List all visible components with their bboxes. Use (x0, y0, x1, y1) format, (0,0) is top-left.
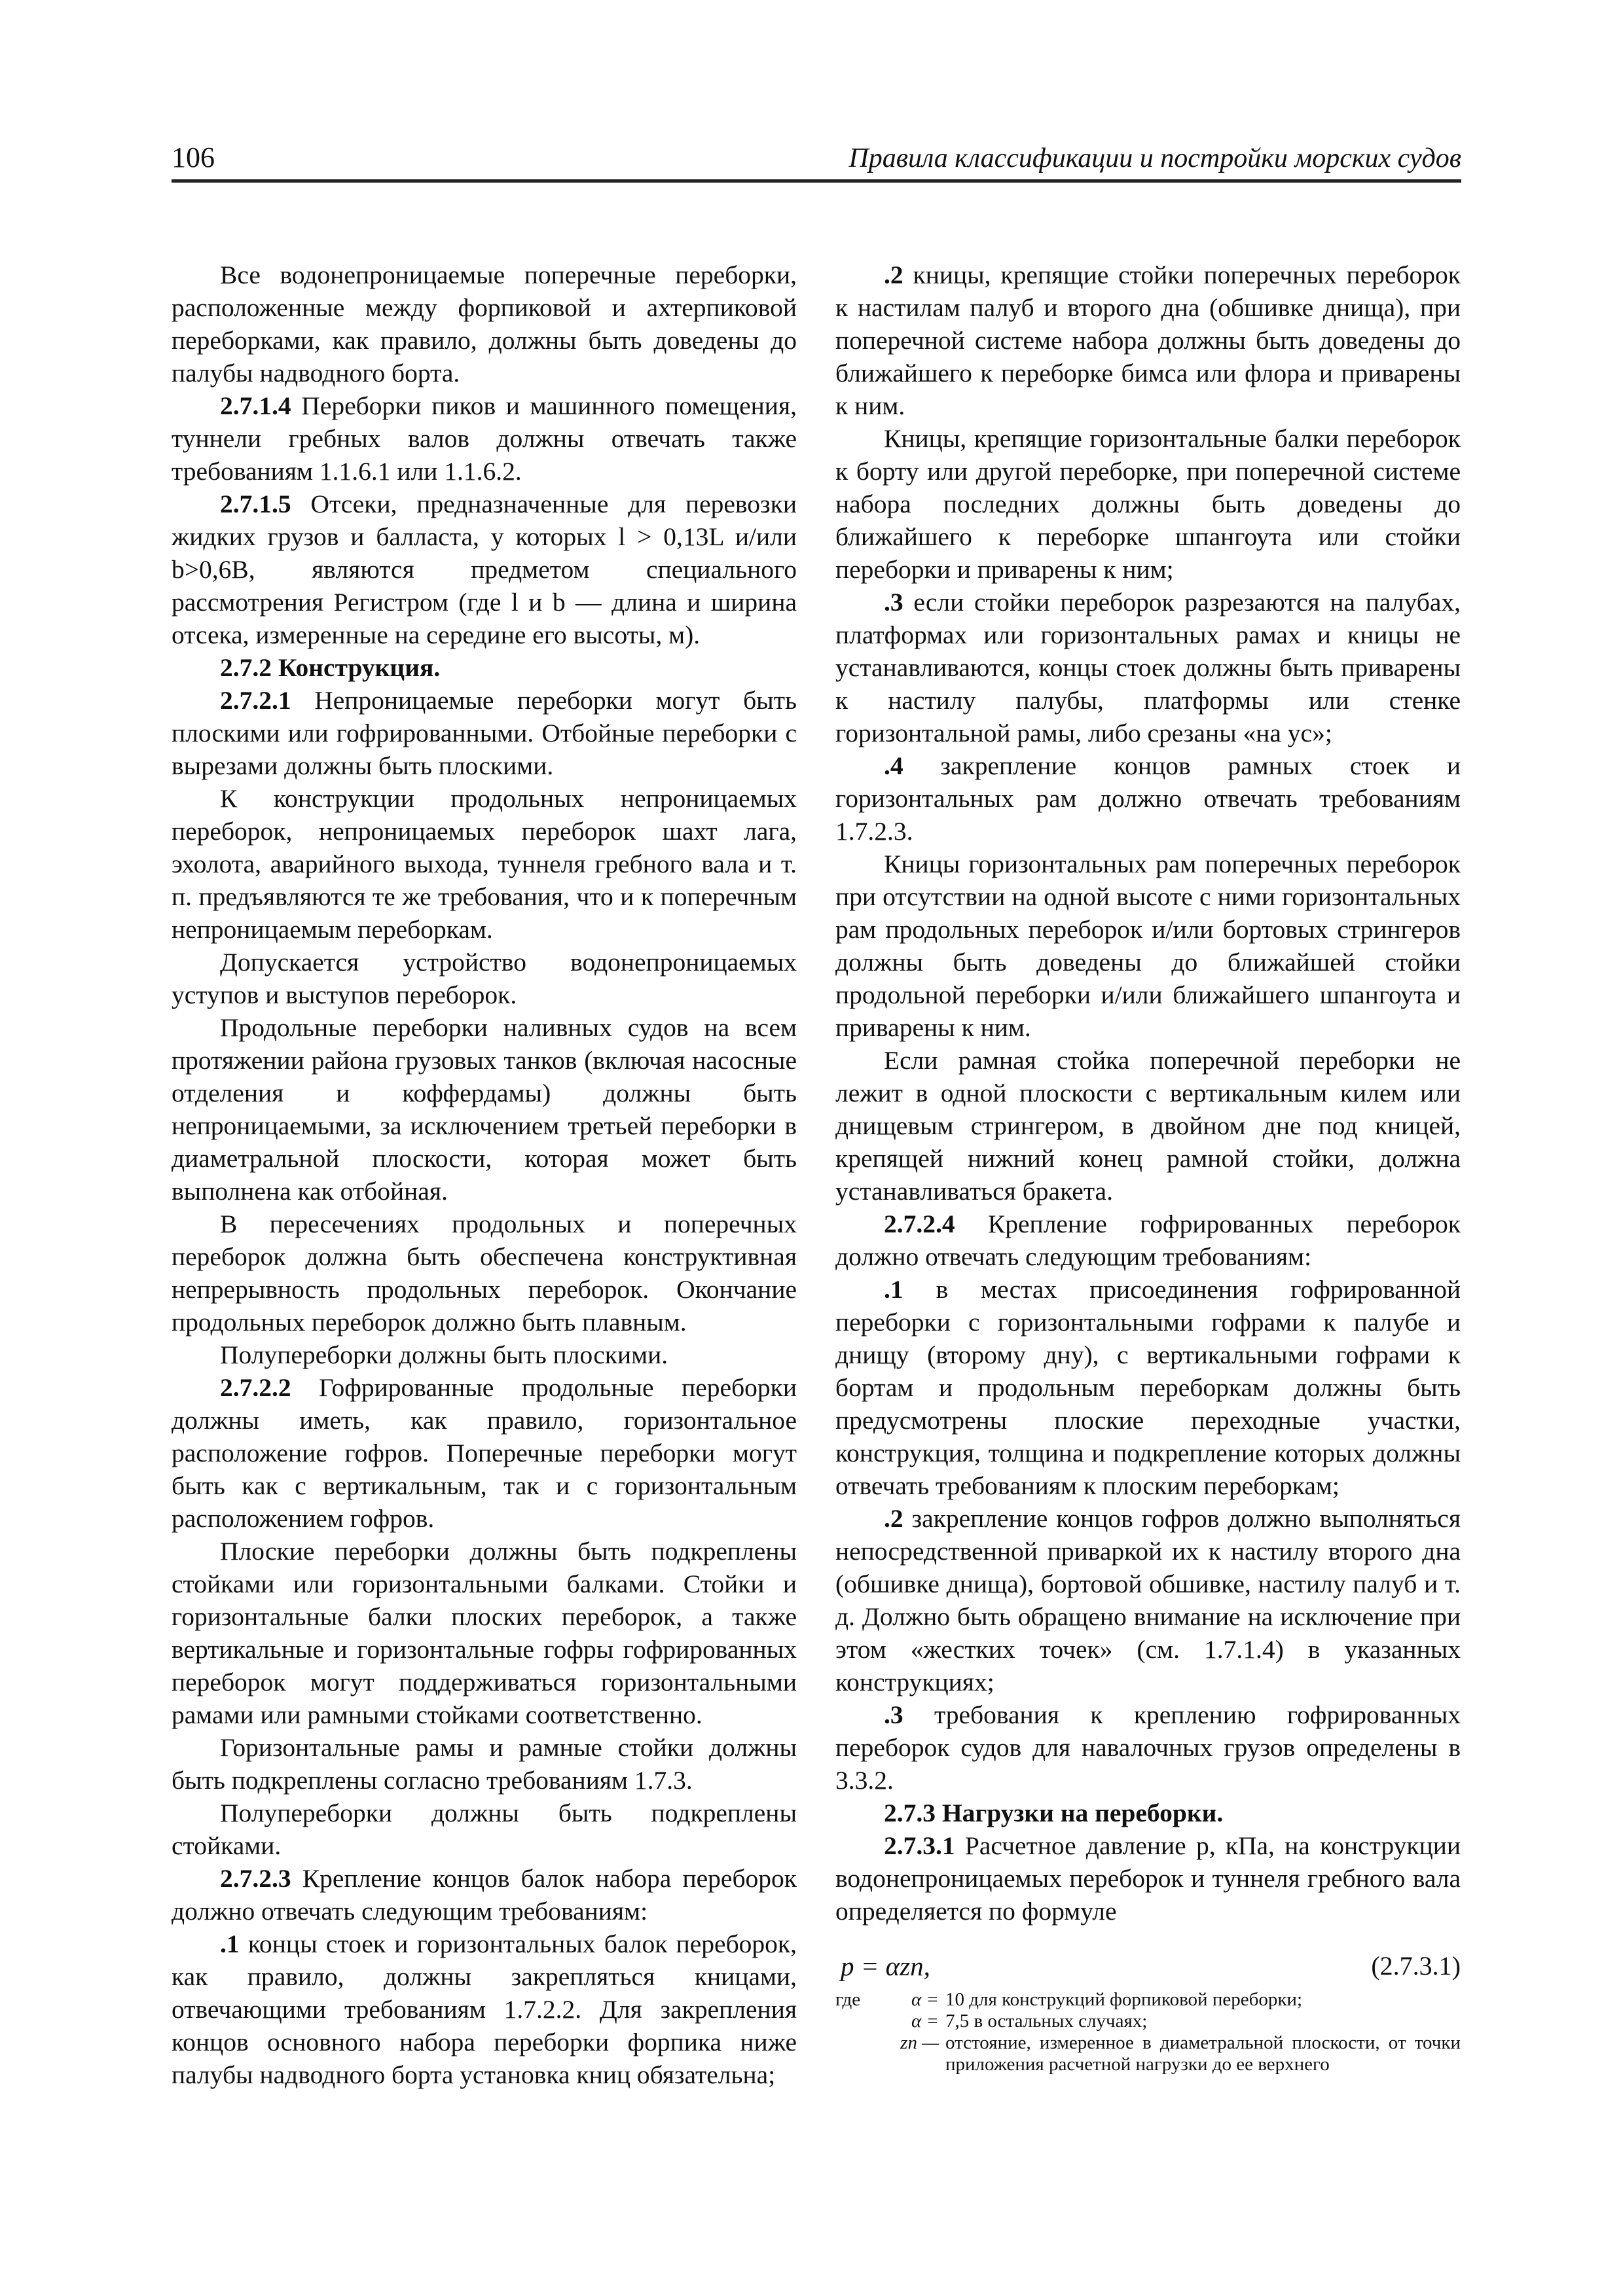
paragraph-text: Горизонтальные рамы и рамные стойки должны быть подкреплены согласно требованиям 1.7.3. (172, 1733, 797, 1795)
clause-number: .4 (884, 751, 903, 780)
paragraph-text: Расчетное давление p, кПа, на конструкции водонепроницаемых переборок и туннеля гребного вала определяется по формуле (835, 1831, 1461, 1926)
paragraph-text: закрепление концов рамных стоек и горизонтальных рам должно отвечать требованиям 1.7.2.3. (835, 751, 1461, 846)
paragraph-text: Крепление концов балок набора переборок должно отвечать следующим требованиям: (172, 1864, 797, 1926)
paragraph (835, 422, 1461, 586)
paragraph (835, 1698, 1461, 1797)
paragraph-text: кницы, крепящие стойки поперечных переборок к настилам палуб и второго дна (обшивке днища), при поперечной системе набора должны быть доведены до ближайшего к переборке бимса или флора и приварены к ним. (835, 260, 1461, 420)
paragraph-text: Полупереборки должны быть плоскими. (220, 1340, 668, 1369)
clause-number: 2.7.3.1 (884, 1831, 955, 1860)
paragraph (835, 1273, 1461, 1502)
note-text: 7,5 в остальных случаях; (945, 2011, 1148, 2032)
paragraph (835, 1502, 1461, 1698)
section-heading (835, 1797, 1461, 1829)
paragraph (172, 389, 797, 488)
paragraph (835, 259, 1461, 422)
paragraph-text: в местах присоединения гофрированной переборки с горизонтальными гофрами к палубе и днищу (второму дну), с вертикальными гофрами к бортам и продольным переборкам должны быть предусмотрены плоские переходные участки, конструкция, толщина и подкрепление которых должны отвечать требованиям к плоским переборкам; (835, 1275, 1461, 1500)
note-key (835, 2032, 894, 2075)
section-heading (172, 651, 797, 684)
paragraph-text: Плоские переборки должны быть подкреплены стойками или горизонтальными балками. Стойки и горизонтальные балки плоских переборок, а также вертикальные и горизонтальные гофры гофрированных переборок могут поддерживаться горизонтальными рамами или рамными стойками соответственно. (172, 1537, 797, 1729)
formula (835, 1946, 1461, 1989)
note-text: 10 для конструкций форпиковой переборки; (945, 1989, 1303, 2010)
paragraph (172, 782, 797, 946)
paragraph (172, 1338, 797, 1371)
note-key (835, 2011, 894, 2032)
clause-number: .2 (884, 260, 903, 289)
paragraph-text: Крепление гофрированных переборок должно отвечать следующим требованиям: (835, 1210, 1461, 1271)
right-column (835, 259, 1461, 2075)
clause-number: .1 (220, 1929, 240, 1958)
paragraph (172, 1928, 797, 2091)
formula-expression: p = αzп, (841, 1951, 930, 1981)
paragraph-text: концы стоек и горизонтальных балок переборок, как правило, должны закрепляться кницами, отвечающими требованиям 1.7.2.2. Для закрепления концов основного набора переборки форпика ниже палубы надводного борта установка книц обязательна; (172, 1929, 797, 2089)
paragraph-text: закрепление концов гофров должно выполняться непосредственной приваркой их к настилу второго дна (обшивке днища), бортовой обшивке, настилу палуб и т. д. Должно быть обращено внимание на исключение при этом «жестких точек» (см. 1.7.1.4) в указанных конструкциях; (835, 1504, 1461, 1696)
paragraph-text: Полупереборки должны быть подкреплены стойками. (172, 1799, 797, 1860)
clause-number: .3 (884, 588, 903, 617)
paragraph (172, 1011, 797, 1208)
clause-number: .2 (884, 1504, 903, 1533)
paragraph-text: Кницы, крепящие горизонтальные балки переборок к борту или другой переборке, при поперечной системе набора последних должны быть доведены до ближайшего к переборке шпангоута или стойки переборки и приварены к ним; (835, 424, 1461, 584)
paragraph-text: Допускается устройство водонепроницаемых уступов и выступов переборок. (172, 948, 797, 1009)
paragraph-text: Непроницаемые переборки могут быть плоскими или гофрированными. Отбойные переборки с вырезами должны быть плоскими. (172, 686, 797, 780)
clause-number: 2.7.3 Нагрузки на переборки. (884, 1799, 1224, 1827)
note-row (835, 2032, 1461, 2075)
paragraph-text: если стойки переборок разрезаются на палубах, платформах или горизонтальных рамах и кницы не устанавливаются, концы стоек должны быть приварены к настилу палубы, платформы или стенке горизонтальной рамы, либо срезаны «на ус»; (835, 588, 1461, 747)
paragraph (172, 1731, 797, 1797)
running-title: Правила классификации и постройки морских судов (848, 143, 1461, 173)
paragraph (172, 1797, 797, 1862)
paragraph (172, 1371, 797, 1535)
paragraph (835, 1044, 1461, 1208)
clause-number: 2.7.2.3 (220, 1864, 291, 1893)
paragraph (172, 1535, 797, 1731)
clause-number: .1 (884, 1275, 903, 1304)
paragraph-text: требования к креплению гофрированных переборок судов для навалочных грузов определены в 3.3.2. (835, 1700, 1461, 1795)
paragraph-text: Если рамная стойка поперечной переборки не лежит в одной плоскости с вертикальным килем или днищевым стрингером, в двойном дне под кницей, крепящей нижний конец рамной стойки, должна устанавливаться бракета. (835, 1046, 1461, 1206)
left-column (172, 259, 797, 2091)
paragraph-text: Кницы горизонтальных рам поперечных переборок при отсутствии на одной высоте с ними горизонтальных рам продольных переборок и/или бортовых стрингеров должны быть доведены до ближайшей стойки продольной переборки и/или ближайшего шпангоута и приварены к ним. (835, 850, 1461, 1042)
clause-number: .3 (884, 1700, 903, 1729)
clause-number: 2.7.2.4 (884, 1210, 955, 1238)
paragraph-text: К конструкции продольных непроницаемых переборок, непроницаемых переборок шахт лага, эхолота, аварийного выхода, туннеля гребного вала и т. п. предъявляются те же требования, что и к поперечным непроницаемым переборкам. (172, 784, 797, 944)
note-text: отстояние, измеренное в диаметральной плоскости, от точки приложения расчетной нагрузки до ее верхнего (945, 2032, 1461, 2075)
paragraph (172, 259, 797, 389)
clause-number: 2.7.1.4 (220, 391, 291, 420)
note-key: где (835, 1989, 861, 2010)
paragraph (835, 848, 1461, 1044)
formula-notes (835, 1989, 1461, 2075)
note-symbol: α = (911, 2011, 939, 2032)
paragraph (172, 946, 797, 1011)
clause-number: 2.7.2 Конструкция. (220, 653, 441, 682)
paragraph (835, 1829, 1461, 1928)
paragraph-text: Все водонепроницаемые поперечные переборки, расположенные между форпиковой и ахтерпиковой переборками, как правило, должны быть доведены до палубы надводного борта. (172, 260, 797, 387)
paragraph-text: Отсеки, предназначенные для перевозки жидких грузов и балласта, у которых l > 0,13L и/или b>0,6B, являются предметом специального рассмотрения Регистром (где l и b — длина и ширина отсека, измеренные на середине его высоты, м). (172, 490, 797, 649)
page-header (172, 143, 1461, 183)
paragraph (835, 1208, 1461, 1273)
paragraph-text: Продольные переборки наливных судов на всем протяжении района грузовых танков (включая насосные отделения и коффердамы) должны быть непроницаемыми, за исключением третьей переборки в диаметральной плоскости, которая может быть выполнена как отбойная. (172, 1013, 797, 1206)
paragraph (172, 488, 797, 651)
paragraph (835, 586, 1461, 749)
note-symbol: α = (911, 1989, 939, 2010)
paragraph (172, 1862, 797, 1928)
clause-number: 2.7.2.2 (220, 1373, 291, 1402)
page-number: 106 (172, 141, 215, 173)
paragraph (835, 749, 1461, 848)
paragraph (172, 684, 797, 782)
note-symbol: zп — (900, 2032, 939, 2053)
note-row (835, 1989, 1461, 2011)
clause-number: 2.7.2.1 (220, 686, 291, 715)
paragraph-text: Гофрированные продольные переборки должны иметь, как правило, горизонтальное расположение гофров. Поперечные переборки могут быть как с вертикальным, так и с горизонтальным расположением гофров. (172, 1373, 797, 1533)
paragraph-text: Переборки пиков и машинного помещения, туннели гребных валов должны отвечать также требованиям 1.1.6.1 или 1.1.6.2. (172, 391, 797, 486)
clause-number: 2.7.1.5 (220, 490, 291, 518)
paragraph (172, 1208, 797, 1338)
note-row (835, 2011, 1461, 2032)
paragraph-text: В пересечениях продольных и поперечных переборок должна быть обеспечена конструктивная непрерывность продольных переборок. Окончание продольных переборок должно быть плавным. (172, 1210, 797, 1336)
formula-number: (2.7.3.1) (1371, 1951, 1461, 1981)
